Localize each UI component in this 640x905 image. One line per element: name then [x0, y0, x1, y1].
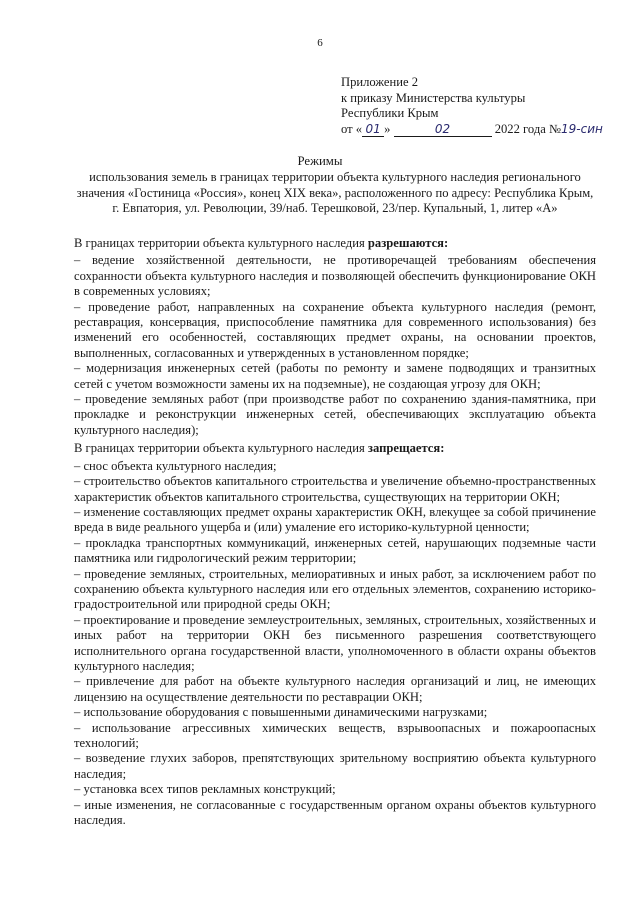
appendix-block [341, 75, 603, 137]
forbidden-item: – проектирование и проведение землеустроительных, земляных, строительных, хозяйственных и иных работ на территории ОКН без письменного разрешения соответствующего исполнительного органа государственной власти, уполномоченного в области охраны объектов культурного наследия; [74, 612, 596, 673]
order-number: 19-син [561, 121, 603, 136]
forbidden-heading-text: В границах территории объекта культурного наследия [74, 441, 368, 456]
forbidden-heading-bold: запрещается: [367, 441, 445, 456]
date-month: 02 [394, 122, 492, 137]
allowed-heading [74, 236, 596, 251]
document-subtitle: использования земель в границах территории объекта культурного наследия регионального значения «Гостиница «Россия», конец XIX века», расположенного по адресу: Республика Крым, г. Евпатория, ул. Революции, 39/наб. Терешковой, 23/пер. Купальный, 1, литер «А» [76, 170, 594, 215]
document-title: Режимы [297, 154, 343, 168]
date-day: 01 [362, 122, 384, 137]
date-prefix: от « [341, 121, 363, 136]
appendix-date-line [341, 122, 603, 138]
document-body [74, 236, 596, 828]
allowed-item: – проведение работ, направленных на сохранение объекта культурного наследия (ремонт, реставрация, консервация, приспособление памятника для современного использования) без изменений его особенностей, составляющих предмет охраны, на основании проектов, выполненных, согласованных и утвержденных в установленном порядке; [74, 299, 596, 360]
appendix-republic: Республики Крым [341, 106, 439, 120]
forbidden-item: – прокладка транспортных коммуникаций, инженерных сетей, нарушающих подземные части памятника или гидрологический режим территории; [74, 535, 596, 566]
forbidden-heading [74, 441, 596, 456]
forbidden-item: – использование агрессивных химических веществ, взрывоопасных и пожароопасных технологий; [74, 720, 596, 750]
date-mid: » [384, 121, 391, 136]
forbidden-item: – изменение составляющих предмет охраны характеристик ОКН, влекущее за собой причинение вреда в виде реального ущерба и (или) умаление его историко-культурной ценности; [74, 504, 596, 535]
date-year: 2022 года № [494, 121, 561, 136]
forbidden-item: – привлечение для работ на объекте культурного наследия организаций и лиц, не имеющих лицензию на осуществление деятельности по реставрации ОКН; [74, 674, 596, 704]
forbidden-item: – снос объекта культурного наследия; [74, 458, 277, 473]
forbidden-item: – строительство объектов капитального строительства и увеличение объемно-пространственных характеристик объектов капитального строительства, существующих на территории ОКН; [74, 474, 596, 504]
forbidden-item: – использование оборудования с повышенными динамическими нагрузками; [74, 705, 488, 720]
appendix-order-ref: к приказу Министерства культуры [341, 90, 526, 105]
allowed-heading-text: В границах территории объекта культурного наследия [74, 236, 368, 250]
forbidden-item: – возведение глухих заборов, препятствующих зрительному восприятию объекта культурного наследия; [74, 751, 596, 781]
appendix-title: Приложение 2 [341, 75, 419, 89]
forbidden-item: – проведение земляных, строительных, мелиоративных и иных работ, за исключением работ по сохранению объекта культурного наследия или его отдельных элементов, сохранению историко-градостроительной или природной среды ОКН; [74, 566, 596, 612]
allowed-item: – модернизация инженерных сетей (работы по ремонту и замене подводящих и транзитных сетей с учетом возможности замены их на подземные), не создающая угрозу для ОКН; [74, 361, 596, 391]
forbidden-item: – установка всех типов рекламных конструкций; [74, 782, 336, 797]
allowed-item: – проведение земляных работ (при производстве работ по сохранению здания-памятника, при прокладке и реконструкции инженерных сетей, обеспечивающих эксплуатацию объекта культурного наследия); [74, 392, 596, 437]
forbidden-item: – иные изменения, не согласованные с государственным органом охраны объектов культурного наследия. [74, 797, 596, 828]
page-number: 6 [317, 37, 323, 49]
allowed-item: – ведение хозяйственной деятельности, не противоречащей требованиям обеспечения сохранности объекта культурного наследия и позволяющей обеспечить функционирование ОКН в современных условиях; [74, 253, 596, 299]
allowed-heading-bold: разрешаются: [367, 236, 449, 250]
